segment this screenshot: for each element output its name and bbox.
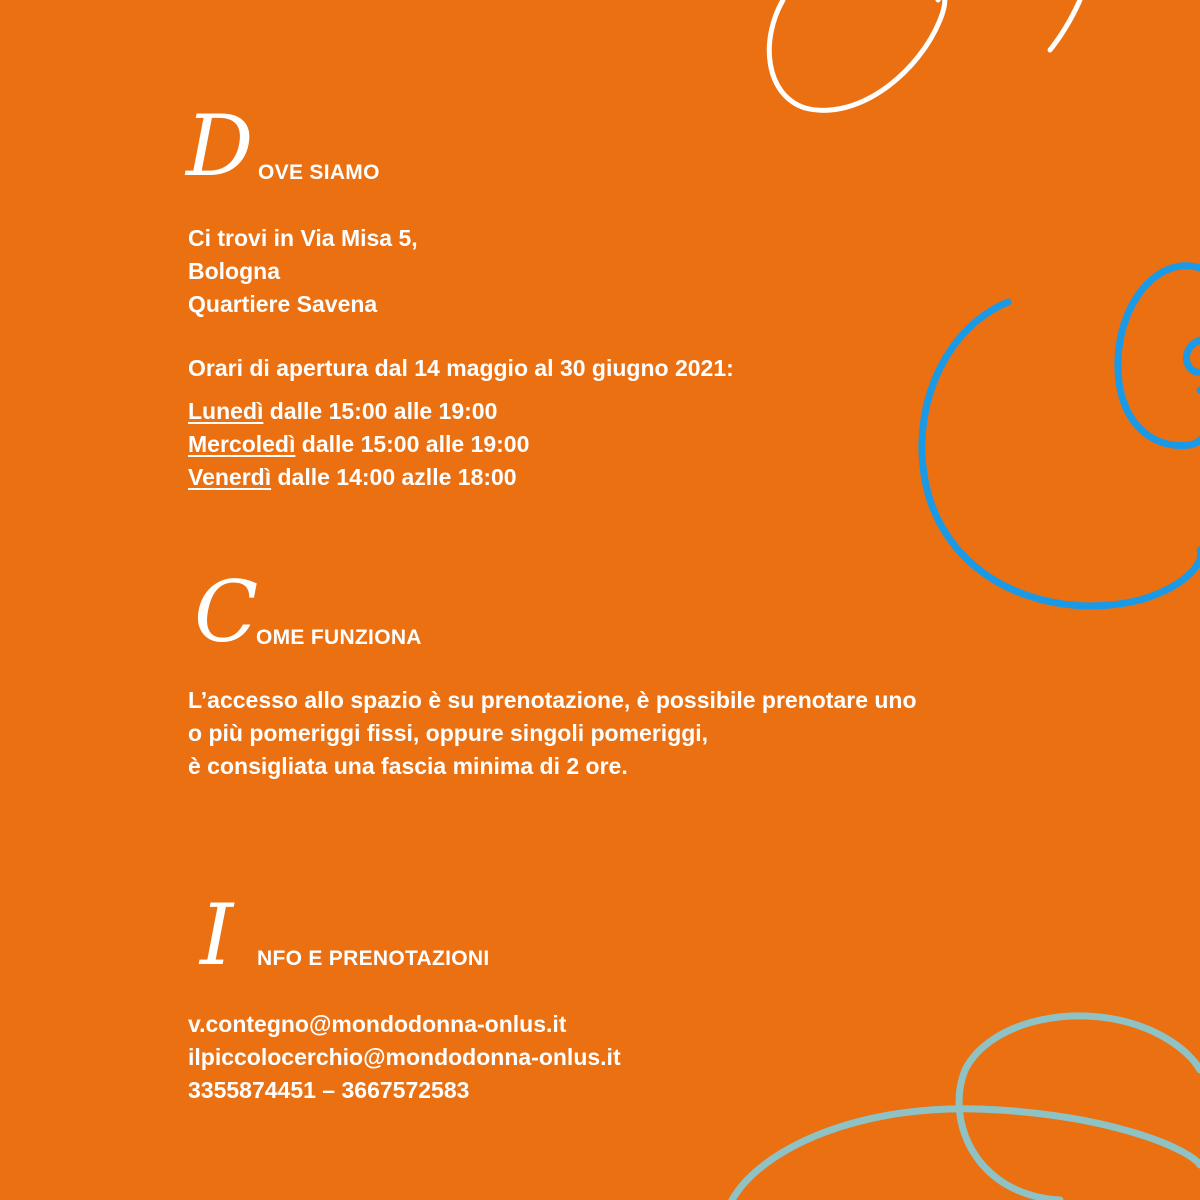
contact-email: ilpiccolocerchio@mondodonna-onlus.it — [188, 1044, 621, 1070]
schedule-hours: dalle 15:00 alle 19:00 — [295, 431, 530, 457]
heading-info-prenotazioni — [186, 885, 566, 984]
teal-swirl — [732, 1109, 1200, 1200]
text-line: è consigliata una fascia minima di 2 ore. — [188, 753, 628, 779]
heading-come-funziona — [186, 558, 526, 661]
heading-initial: C — [194, 563, 259, 661]
heading-title: NFO E PRENOTAZIONI — [257, 947, 490, 970]
schedule-day: Venerdì — [188, 464, 272, 490]
schedule-list — [188, 395, 529, 494]
come-funziona-text — [188, 684, 917, 783]
hours-intro-text: Orari di apertura dal 14 maggio al 30 giugno 2021: — [188, 355, 734, 381]
heading-initial: D — [186, 97, 254, 195]
text-line: L’accesso allo spazio è su prenotazione, è possibile prenotare uno — [188, 687, 917, 713]
teal-swirl-loop — [959, 1016, 1200, 1200]
text-line: o più pomeriggi fissi, oppure singoli pomeriggi, — [188, 720, 709, 746]
address-line: Bologna — [188, 258, 280, 284]
heading-title: OME FUNZIONA — [256, 626, 422, 649]
hours-intro — [188, 352, 734, 385]
schedule-day: Lunedì — [188, 398, 264, 424]
heading-initial: I — [200, 886, 234, 984]
heading-dove-siamo — [186, 97, 486, 195]
blue-swirl-loop — [1118, 266, 1200, 446]
blue-swirl-curl — [1186, 340, 1200, 372]
address-block — [188, 222, 418, 321]
schedule-row — [188, 395, 529, 428]
address-line: Ci trovi in Via Misa 5, — [188, 225, 418, 251]
contact-email: v.contegno@mondodonna-onlus.it — [188, 1011, 567, 1037]
schedule-day: Mercoledì — [188, 431, 296, 457]
schedule-hours: dalle 14:00 azlle 18:00 — [271, 464, 517, 490]
white-swirl — [769, 0, 944, 110]
contact-phone: 3355874451 – 3667572583 — [188, 1077, 470, 1103]
schedule-row — [188, 428, 529, 461]
white-swirl-tail — [1050, 0, 1080, 50]
schedule-row — [188, 461, 529, 494]
address-line: Quartiere Savena — [188, 291, 378, 317]
schedule-hours: dalle 15:00 alle 19:00 — [263, 398, 498, 424]
contacts-block — [188, 1008, 621, 1107]
heading-title: OVE SIAMO — [258, 161, 380, 184]
blue-swirl — [922, 302, 1200, 606]
